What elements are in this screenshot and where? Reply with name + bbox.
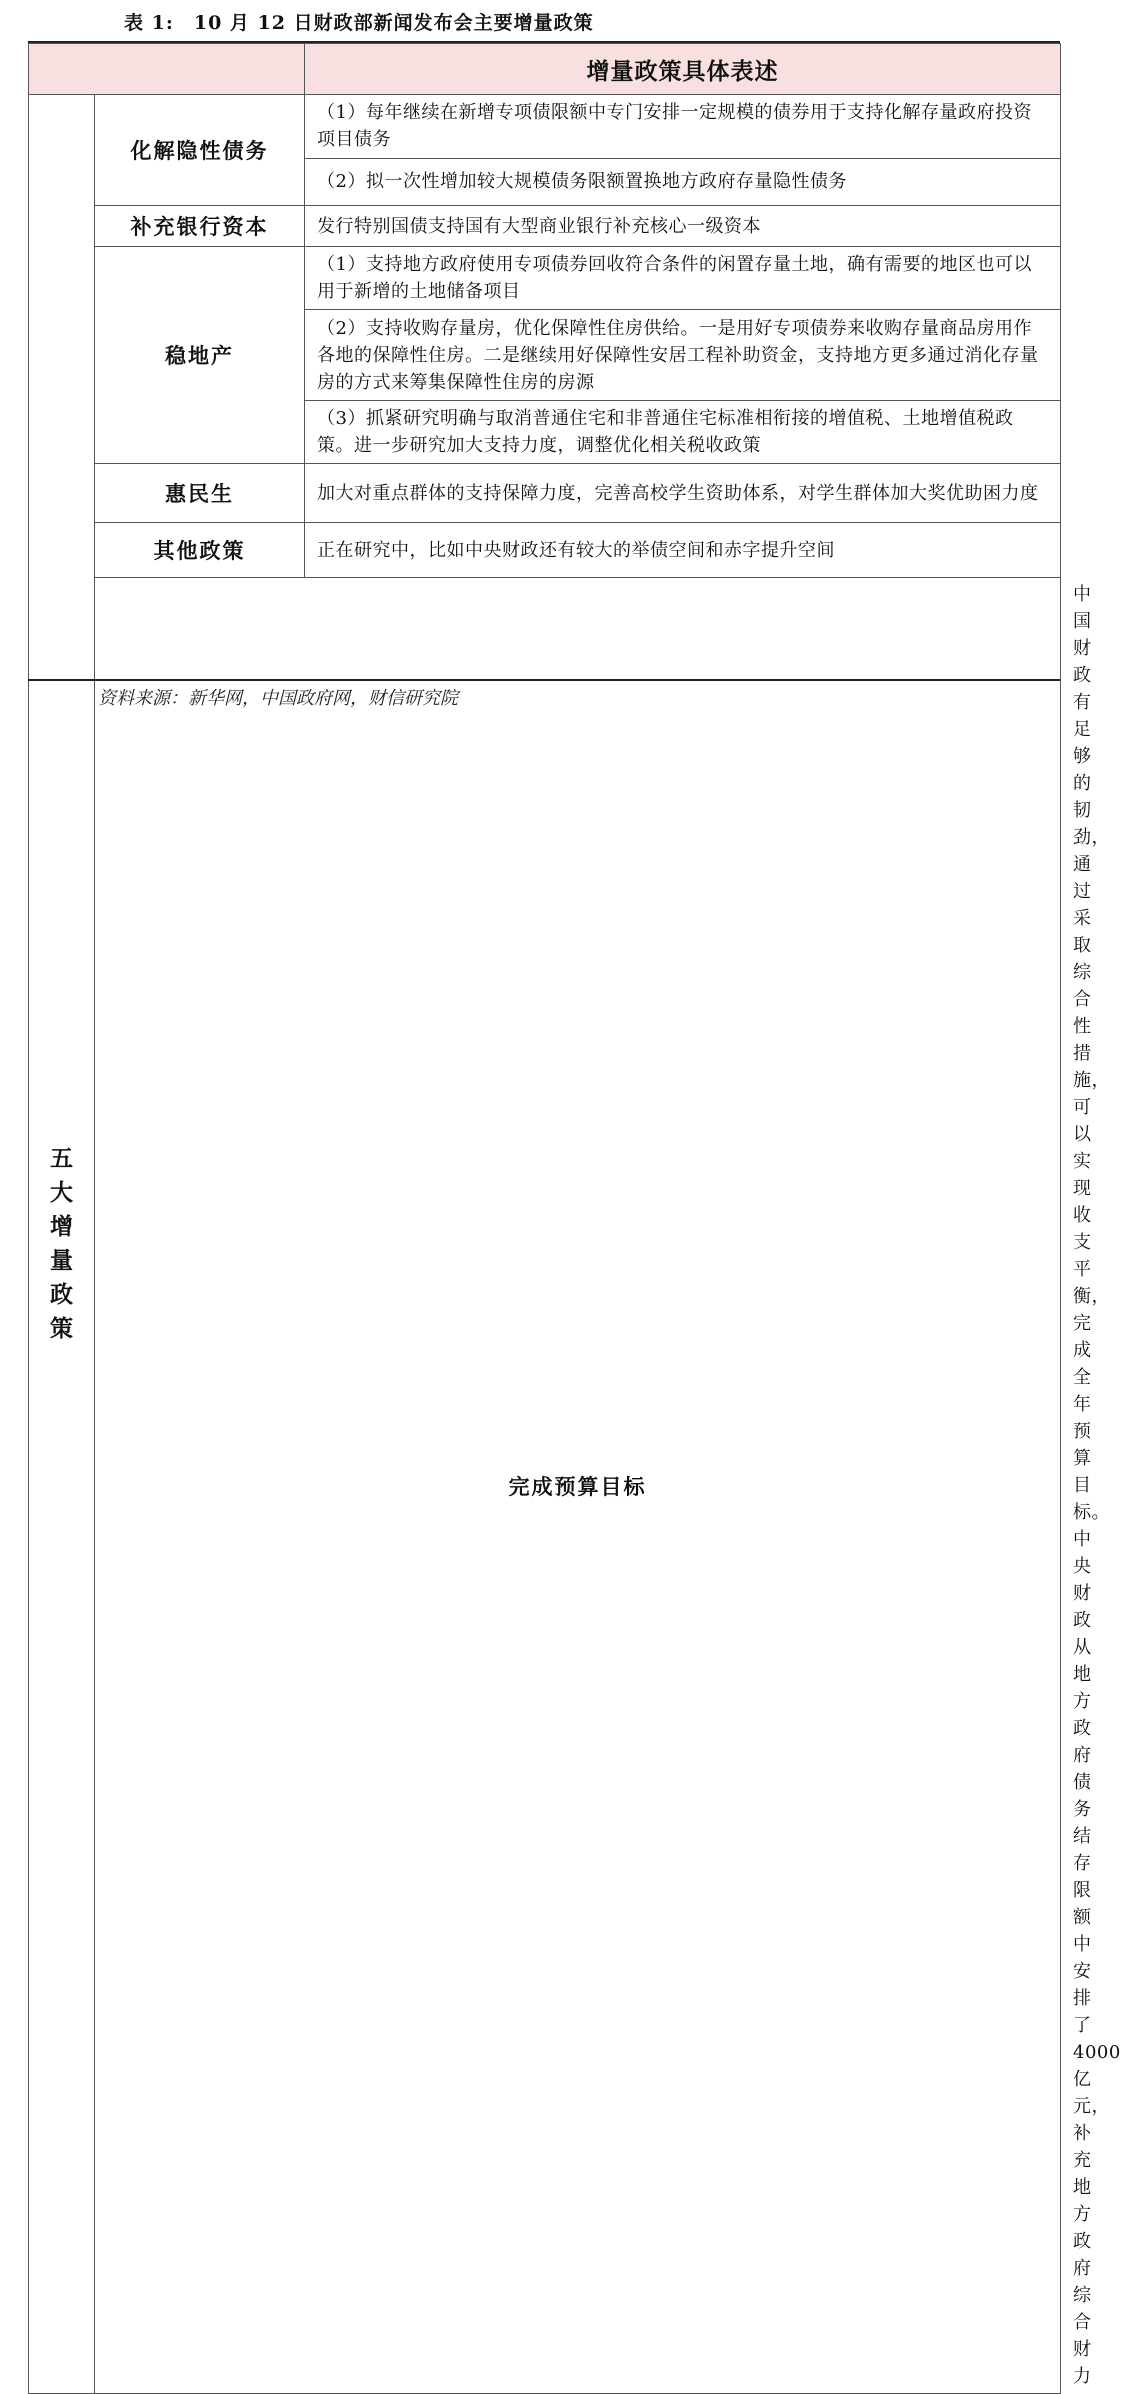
desc-cell: 发行特别国债支持国有大型商业银行补充核心一级资本 <box>305 206 1061 247</box>
table-row <box>29 247 1061 310</box>
group-label-char: 大 <box>50 1179 73 1206</box>
group-label-cell <box>29 95 95 2394</box>
group-label-char: 政 <box>50 1281 73 1308</box>
group-label-char: 策 <box>50 1315 73 1342</box>
table-row <box>29 206 1061 247</box>
category-cell: 化解隐性债务 <box>95 95 305 206</box>
desc-cell: （3）抓紧研究明确与取消普通住宅和非普通住宅标准相衔接的增值税、土地增值税政策。进一步研究加大支持力度，调整优化相关税收政策 <box>305 401 1061 464</box>
table-row <box>29 523 1061 578</box>
header-blank-cell <box>29 44 305 95</box>
group-label-char: 五 <box>50 1145 73 1172</box>
source-note: 资料来源：新华网，中国政府网，财信研究院 <box>98 688 458 709</box>
desc-cell: 加大对重点群体的支持保障力度，完善高校学生资助体系，对学生群体加大奖优助困力度 <box>305 464 1061 523</box>
header-row <box>29 44 1061 95</box>
table-row <box>29 464 1061 523</box>
category-cell: 其他政策 <box>95 523 305 578</box>
category-cell: 完成预算目标 <box>95 578 1061 2394</box>
table-row <box>29 95 1061 159</box>
desc-cell: （1）每年继续在新增专项债限额中专门安排一定规模的债券用于支持化解存量政府投资项目债务 <box>305 95 1061 159</box>
category-cell: 稳地产 <box>95 247 305 464</box>
group-label-char: 量 <box>50 1247 73 1274</box>
bottom-rule <box>28 679 1060 681</box>
table-row: 完成预算目标 中国财政有足够的韧劲，通过采取综合性措施，可以实现收支平衡，完成全年预算目标。中央财政从地方政府债务结存限额中安排了 4000 亿元，补充地方政府综合财力 <box>29 578 1061 2394</box>
header-desc-cell: 增量政策具体表述 <box>305 44 1061 95</box>
desc-cell: （2）支持收购存量房，优化保障性住房供给。一是用好专项债券来收购存量商品房用作各地的保障性住房。二是继续用好保障性安居工程补助资金，支持地方更多通过消化存量房的方式来筹集保障性住房的房源 <box>305 310 1061 401</box>
policy-table <box>28 43 1121 2394</box>
desc-cell: （2）拟一次性增加较大规模债务限额置换地方政府存量隐性债务 <box>305 158 1061 205</box>
category-cell: 补充银行资本 <box>95 206 305 247</box>
group-label-char: 增 <box>50 1213 73 1240</box>
desc-cell: 正在研究中，比如中央财政还有较大的举债空间和赤字提升空间 <box>305 523 1061 578</box>
desc-cell: （1）支持地方政府使用专项债券回收符合条件的闲置存量土地，确有需要的地区也可以用于新增的土地储备项目 <box>305 247 1061 310</box>
category-cell: 惠民生 <box>95 464 305 523</box>
table-title: 表 1: 10 月 12 日财政部新闻发布会主要增量政策 <box>124 12 594 34</box>
